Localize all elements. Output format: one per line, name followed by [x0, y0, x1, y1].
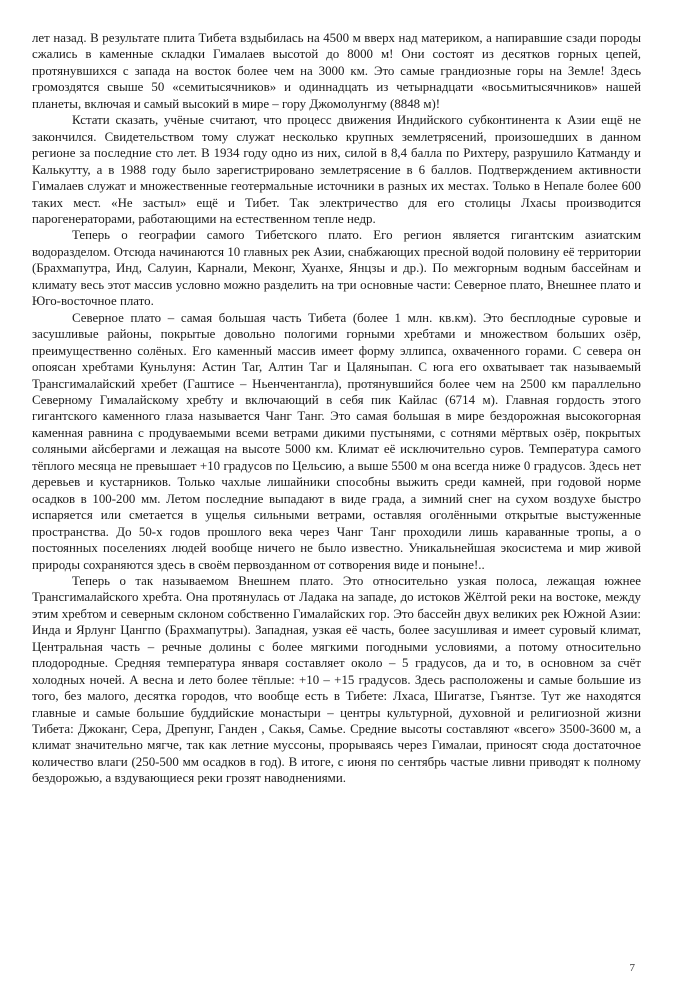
paragraph-5: Теперь о так называемом Внешнем плато. Это относительно узкая полоса, лежащая южнее Трансгималайского хребта. Она протянулась от Ладака на западе, до истоков Жёлтой реки на востоке, между этим хребтом и северным склоном собственно Гималайских гор. Это бассейн двух великих рек Южной Азии: Инда и Ярлунг Цангпо (Брахмапутры). Западная, узкая её часть, более засушливая и имеет суровый климат, Центральная часть – речные долины с более мягкими погодными условиями, а потому относительно плодородные. Средняя температура января составляет около – 5 градусов, да и то, в основном за счёт холодных ночей. А весна и лето более тёплые: +10 – +15 градусов. Здесь расположены и самые большие из того, без малого, десятка городов, что вообще есть в Тибете: Лхаса, Шигатзе, Гьянтзе. Тут же находятся главные и самые большие буддийские монастыри – центры культурной, духовной и религиозной жизни Тибета: Джоканг, Сера, Дрепунг, Ганден , Сакья, Самье. Средние высоты составляют «всего» 3500-3600 м, а климат значительно мягче, так как летние муссоны, прорываясь через Гималаи, приносят сюда достаточное количество влаги (250-500 мм осадков в год). В итоге, с июня по сентябрь частые ливни приводят к полному бездорожью, а вздувающиеся реки грозят наводнениями.	[32, 573, 641, 786]
page-number: 7	[629, 962, 635, 974]
page-body	[32, 30, 641, 787]
paragraph-2: Кстати сказать, учёные считают, что процесс движения Индийского субконтинента к Азии ещё не закончился. Свидетельством тому служат несколько крупных землетрясений, произошедших в данном регионе за последние сто лет. В 1934 году одно из них, силой в 8,4 балла по Рихтеру, разрушило Катманду и Калькутту, а в 1988 году было зарегистрировано землетрясение в 6 баллов. Подтверждением активности Гималаев служат и множественные геотермальные источники в разных их местах. Только в Непале более 600 таких мест. «Не застыл» ещё и Тибет. Так электричество для его столицы Лхасы производится парогенераторами, работающими на естественном тепле недр.	[32, 113, 641, 226]
paragraph-1: лет назад. В результате плита Тибета вздыбилась на 4500 м вверх над материком, а напиравшие сзади породы сжались в каменные складки Гималаев высотой до 8000 м! Они состоят из десятков горных цепей, протянувшихся с запада на восток более чем на 3000 км. Это самые грандиозные горы на Земле! Здесь громоздятся свыше 50 «семитысячников» и одиннадцать из четырнадцати «восьмитысячников» нашей планеты, включая и самый высокий в мире – гору Джомолунгму (8848 м)!	[32, 31, 641, 111]
paragraph-4: Северное плато – самая большая часть Тибета (более 1 млн. кв.км). Это бесплодные суровые и засушливые районы, покрытые довольно пологими горными хребтами и множеством больших озёр, преимущественно солёных. Его каменный массив имеет форму эллипса, охваченного горами. С севера он опоясан хребтами Куньлуня: Астин Таг, Алтин Таг и Цаляныпан. С юга его охватывает так называемый Трансгималайский хребет (Гаштисе – Ньенчентангла), протянувшийся более чем на 2500 км параллельно Северному Гималайскому хребту и включающий в себя пик Кайлас (6714 м). Главная гордость этого гигантского каменного глаза называется Чанг Танг. Это самая большая в мире бездорожная высокогорная каменная равнина с продуваемыми всеми ветрами дикими пустынями, с сотнями мёртвых озёр, покрытых соляными айсбергами и лежащая на высоте 5000 км. Климат её исключительно суров. Температура самого тёплого месяца не превышает +10 градусов по Цельсию, а выше 5500 м она всегда ниже 0 градусов. Здесь нет деревьев и кустарников. Только чахлые лишайники способны выжить среди камней, при годовой норме осадков в 100-200 мм. Летом последние выпадают в виде града, а зимний снег на сухом воздухе быстро испаряется или сметается в ущелья сильными ветрами, оставляя оголёнными открытые выстуженные пространства. До 50-х годов прошлого века через Чанг Танг проходили лишь караванные тропы, а о постоянных поселениях людей вообще ничего не было известно. Уникальнейшая экосистема и мир живой природы сохраняются здесь в своём первозданном от сотворения виде и поныне!..	[32, 310, 641, 572]
paragraph-3: Теперь о географии самого Тибетского плато. Его регион является гигантским азиатским водоразделом. Отсюда начинаются 10 главных рек Азии, снабжающих пресной водой половину её территории (Брахмапутра, Инд, Салуин, Карнали, Меконг, Хуанхе, Янцзы и др.). По межгорным водным бассейнам и климату весь этот массив условно можно разделить на три основные части: Северное плато, Внешнее плато и Юго-восточное плато.	[32, 228, 641, 309]
